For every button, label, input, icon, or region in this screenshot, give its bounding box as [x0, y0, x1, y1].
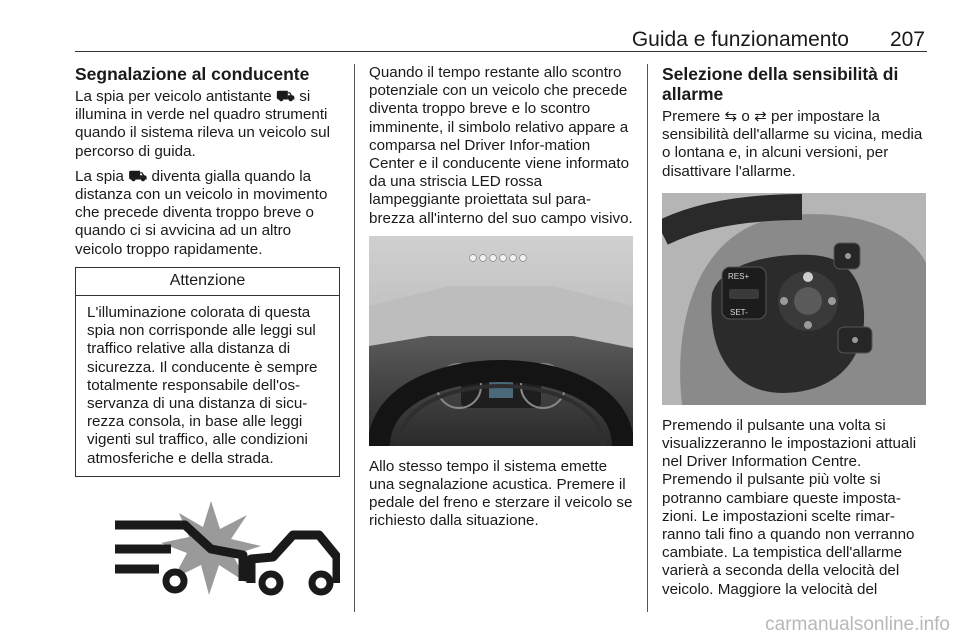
column-2: [369, 64, 633, 538]
sensitivity-icon: ⇄: [754, 108, 767, 125]
column-3: [662, 64, 927, 606]
column-1: [75, 64, 340, 599]
paragraph: [75, 88, 340, 161]
collision-warning-illustration: [75, 491, 340, 599]
paragraph: [662, 108, 927, 181]
column-divider: [647, 64, 648, 612]
page-number: 207: [889, 28, 925, 51]
paragraph: Allo stesso tempo il sistema emette una segnalazione acustica. Premere il pedale del freno e sterzare il veicolo se richiesto dalla situazione.: [369, 457, 633, 530]
warning-title: Attenzione: [76, 268, 339, 296]
sensitivity-icon: ⇆: [724, 108, 738, 125]
steering-wheel-controls-photo: [662, 193, 926, 405]
res-plus-label: RES+: [728, 271, 750, 281]
watermark: carmanualsonline.info: [765, 614, 950, 635]
vehicle-ahead-icon: ⛟: [128, 167, 148, 185]
vehicle-ahead-icon: ⛟: [275, 88, 296, 105]
page-header: [75, 26, 927, 52]
warning-box: [75, 267, 340, 477]
text: si illumina in verde nel quadro strumenti quando il sistema rileva un veicolo sul percorso di guida.: [75, 88, 330, 160]
text: La spia per veicolo antistante: [75, 88, 276, 105]
paragraph: [75, 168, 340, 259]
wheel-icon: [312, 574, 330, 592]
paragraph: Premendo il pulsante una volta si visualizzeranno le impostazioni attuali nel Driver Information Centre. Premendo il pulsante più volte si potranno cambiare queste imposta-zioni. Le impostazioni scelte rimar-ranno tali fino a quando non verranno cambiate. La tempistica dell'allarme varierà a seconda della velocità del veicolo. Maggiore la velocità del: [662, 416, 917, 598]
paragraph: Quando il tempo restante allo scontro potenziale con un veicolo che precede diventa troppo breve e lo scontro imminente, il simbolo relativo appare a comparsa nel Driver Infor-mation Center e il conducente viene informato da una striscia LED rossa lampeggiante proiettata sul para-brezza all'interno del suo campo visivo.: [369, 64, 633, 227]
text: o: [737, 108, 755, 125]
text: La spia: [75, 167, 129, 185]
windshield-led-photo: [369, 236, 633, 446]
section-heading: Selezione della sensibilità di allarme: [662, 64, 899, 104]
column-divider: [354, 64, 355, 612]
wheel-icon: [262, 574, 280, 592]
set-minus-label: SET-: [730, 307, 748, 317]
wheel-icon: [166, 572, 184, 590]
sensitivity-up-icon: [803, 272, 813, 282]
section-heading: Segnalazione al conducente: [75, 64, 310, 84]
text: diventa gialla quando la distanza con un veicolo in movimento che precede diventa troppo breve o quando ci si avvicina ad un altro veicolo troppo rapidamente.: [75, 167, 328, 258]
text: Premere: [662, 108, 725, 125]
header-title: Guida e funzionamento: [631, 28, 849, 51]
text: per impostare la sensibilità dell'allarme su vicina, media o lontana e, in alcuni versioni, per disattivare l'allarme.: [662, 108, 923, 180]
warning-text: L'illuminazione colorata di questa spia non corrisponde alle leggi sul traffico relative alla distanza di sicurezza. Il conducente è sempre totalmente responsabile dell'os-servanza di una distanza di sicu-rezza consola, in base alle leggi vigenti sul traffico, alle condizioni atmosferiche e della strada.: [87, 304, 318, 467]
